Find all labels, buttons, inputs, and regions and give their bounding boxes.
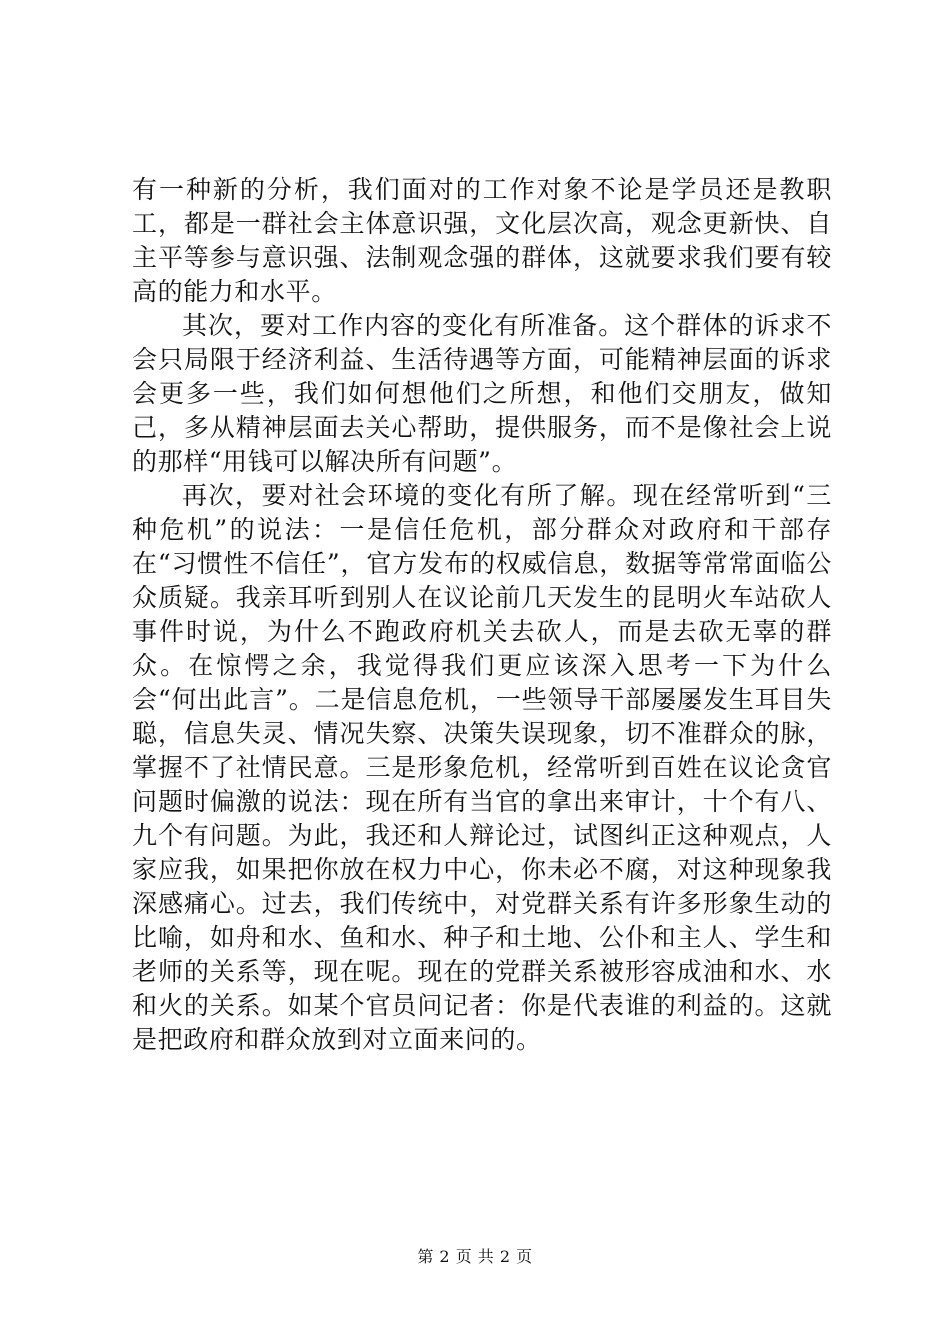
- paragraph-continuation: 有一种新的分析，我们面对的工作对象不论是学员还是教职工，都是一群社会主体意识强，文化层次高，观念更新快、自主平等参与意识强、法制观念强的群体，这就要求我们要有较高的能力和水平。: [132, 175, 832, 306]
- page-footer: 第 2 页 共 2 页: [417, 1247, 533, 1266]
- paragraph-work-content: 其次，要对工作内容的变化有所准备。这个群体的诉求不会只局限于经济利益、生活待遇等方面，可能精神层面的诉求会更多一些，我们如何想他们之所想，和他们交朋友，做知己，多从精神层面去关心帮助，提供服务，而不是像社会上说的那样“用钱可以解决所有问题”。: [132, 311, 832, 476]
- body-text: [132, 173, 832, 1057]
- paragraph-social-environment: 再次，要对社会环境的变化有所了解。现在经常听到“三种危机”的说法：一是信任危机，部分群众对政府和干部存在“习惯性不信任”，官方发布的权威信息，数据等常常面临公众质疑。我亲耳听到别人在议论前几天发生的昆明火车站砍人事件时说，为什么不跑政府机关去砍人，而是去砍无辜的群众。在惊愕之余，我觉得我们更应该深入思考一下为什么会“何出此言”。二是信息危机，一些领导干部屡屡发生耳目失聪，信息失灵、情况失察、决策失误现象，切不准群众的脉，掌握不了社情民意。三是形象危机，经常听到百姓在议论贪官问题时偏激的说法：现在所有当官的拿出来审计，十个有八、九个有问题。为此，我还和人辩论过，试图纠正这种观点，人家应我，如果把你放在权力中心，你未必不腐，对这种现象我深感痛心。过去，我们传统中，对党群关系有许多形象生动的比喻，如舟和水、鱼和水、种子和土地、公仆和主人、学生和老师的关系等，现在呢。现在的党群关系被形容成油和水、水和火的关系。如某个官员问记者：你是代表谁的利益的。这就是把政府和群众放到对立面来问的。: [132, 481, 832, 1054]
